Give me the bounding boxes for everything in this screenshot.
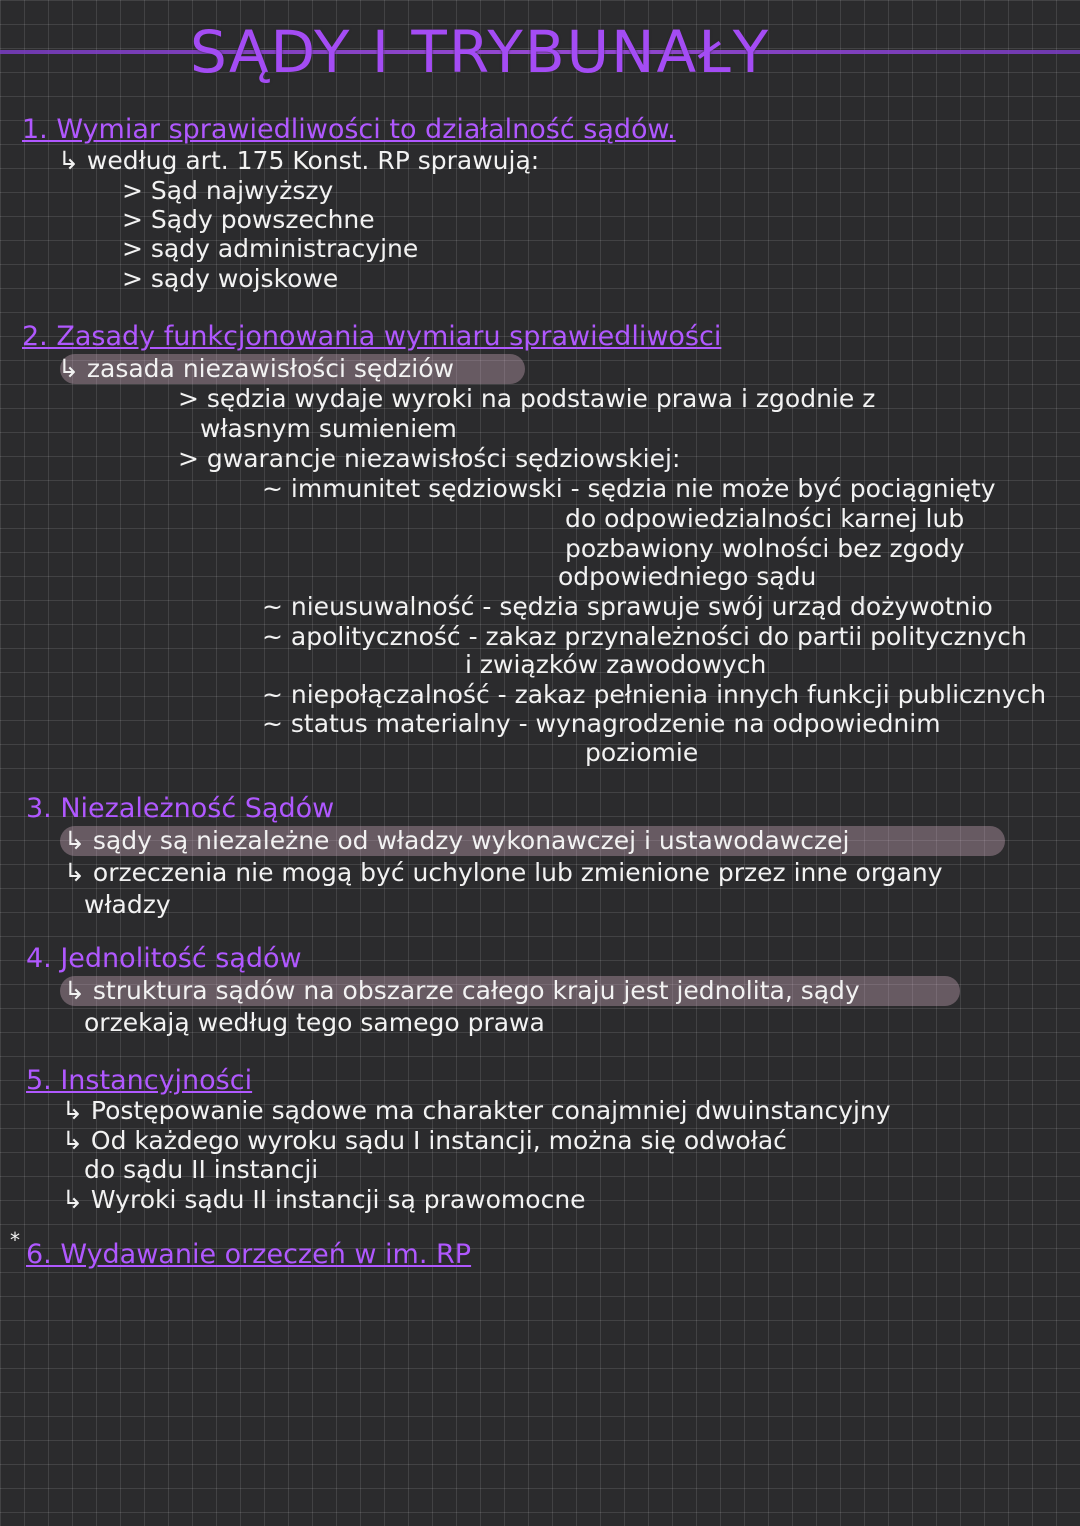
- text-line: ~ status materialny - wynagrodzenie na odpowiednim: [262, 709, 941, 738]
- text-line: do odpowiedzialności karnej lub: [565, 504, 965, 533]
- section-6-heading: 6. Wydawanie orzeczeń w im. RP: [26, 1239, 472, 1270]
- section-1-intro: ↳ według art. 175 Konst. RP sprawują:: [58, 146, 540, 175]
- text-line: ↳ struktura sądów na obszarze całego kraju jest jednolita, sądy: [64, 976, 860, 1005]
- text-line: poziomie: [585, 738, 699, 767]
- text-line: ↳ sądy są niezależne od władzy wykonawczej i ustawodawczej: [64, 826, 850, 855]
- page-title: SĄDY I TRYBUNAŁY: [190, 18, 771, 86]
- text-line: i związków zawodowych: [465, 650, 767, 679]
- section-2-heading: 2. Zasady funkcjonowania wymiaru sprawiedliwości: [22, 321, 722, 352]
- text-line: orzekają według tego samego prawa: [84, 1008, 545, 1037]
- text-line: do sądu II instancji: [84, 1155, 319, 1184]
- text-line: ↳ Wyroki sądu II instancji są prawomocne: [62, 1185, 586, 1214]
- section-4-heading: 4. Jednolitość sądów: [26, 943, 302, 974]
- text-line: ~ niepołączalność - zakaz pełnienia innych funkcji publicznych: [262, 680, 1047, 709]
- list-item: > sądy wojskowe: [122, 264, 339, 293]
- text-line: > sędzia wydaje wyroki na podstawie prawa i zgodnie z: [178, 384, 876, 413]
- section-3-heading: 3. Niezależność Sądów: [26, 793, 335, 824]
- text-line: ↳ Od każdego wyroku sądu I instancji, można się odwołać: [62, 1126, 787, 1155]
- text-line: ~ nieusuwalność - sędzia sprawuje swój urząd dożywotnio: [262, 592, 993, 621]
- list-item: > Sądy powszechne: [122, 205, 375, 234]
- list-item: > Sąd najwyższy: [122, 176, 334, 205]
- text-line: > gwarancje niezawisłości sędziowskiej:: [178, 444, 681, 473]
- text-line: władzy: [84, 890, 171, 919]
- text-line: ~ immunitet sędziowski - sędzia nie może być pociągnięty: [262, 474, 996, 503]
- text-line: odpowiedniego sądu: [558, 562, 817, 591]
- text-line: ~ apolityczność - zakaz przynależności do partii politycznych: [262, 622, 1027, 651]
- section-1-heading: 1. Wymiar sprawiedliwości to działalność sądów.: [22, 114, 676, 145]
- principle-line: ↳ zasada niezawisłości sędziów: [58, 354, 454, 383]
- asterisk-mark: *: [10, 1228, 20, 1252]
- text-line: ↳ orzeczenia nie mogą być uchylone lub zmienione przez inne organy: [64, 858, 943, 887]
- list-item: > sądy administracyjne: [122, 234, 419, 263]
- section-5-heading: 5. Instancyjności: [26, 1065, 253, 1096]
- text-line: ↳ Postępowanie sądowe ma charakter conajmniej dwuinstancyjny: [62, 1096, 891, 1125]
- text-line: własnym sumieniem: [200, 414, 457, 443]
- text-line: pozbawiony wolności bez zgody: [565, 534, 965, 563]
